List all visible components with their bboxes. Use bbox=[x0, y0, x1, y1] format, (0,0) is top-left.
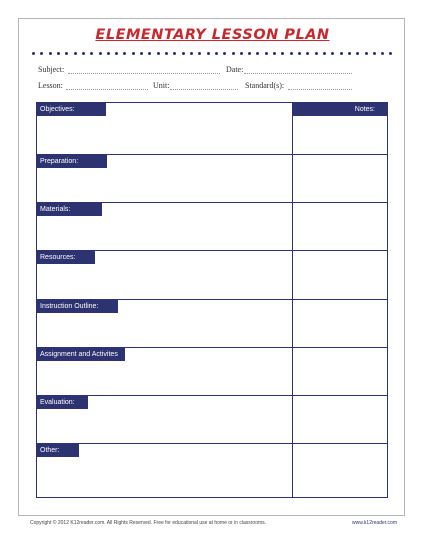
divider-dot bbox=[99, 52, 102, 55]
divider-dot bbox=[389, 52, 392, 55]
divider-dot bbox=[198, 52, 201, 55]
divider-dot bbox=[273, 52, 276, 55]
section-materials: Materials: bbox=[37, 203, 102, 216]
notes-column-divider bbox=[292, 102, 293, 498]
divider-dot bbox=[232, 52, 235, 55]
divider-dot bbox=[315, 52, 318, 55]
divider-dot bbox=[331, 52, 334, 55]
divider-dot bbox=[323, 52, 326, 55]
divider-dot bbox=[182, 52, 185, 55]
divider-dot bbox=[165, 52, 168, 55]
divider-dot bbox=[340, 52, 343, 55]
divider-dot bbox=[207, 52, 210, 55]
standards-field[interactable] bbox=[288, 89, 352, 90]
section-preparation: Preparation: bbox=[37, 155, 107, 168]
section-assignment-activities: Assignment and Activites bbox=[37, 348, 125, 361]
divider-dot bbox=[57, 52, 60, 55]
footer-url[interactable]: www.k12reader.com bbox=[351, 520, 397, 526]
page-title: ELEMENTARY LESSON PLAN bbox=[95, 27, 330, 43]
lesson-field[interactable] bbox=[66, 89, 148, 90]
divider-dot bbox=[256, 52, 259, 55]
divider-dot bbox=[148, 52, 151, 55]
divider-dot bbox=[240, 52, 243, 55]
divider-dot bbox=[356, 52, 359, 55]
divider-dot bbox=[290, 52, 293, 55]
divider-dot bbox=[140, 52, 143, 55]
divider-dot bbox=[82, 52, 85, 55]
divider-dot bbox=[348, 52, 351, 55]
section-resources: Resources: bbox=[37, 251, 95, 264]
divider-dot bbox=[123, 52, 126, 55]
row-divider bbox=[36, 443, 388, 444]
section-evaluation: Evaluation: bbox=[37, 396, 88, 409]
divider-dot bbox=[132, 52, 135, 55]
divider-dot bbox=[298, 52, 301, 55]
divider-dot bbox=[90, 52, 93, 55]
divider-dot bbox=[265, 52, 268, 55]
divider-dot bbox=[281, 52, 284, 55]
divider-dot bbox=[40, 52, 43, 55]
subject-label: Subject: bbox=[38, 65, 65, 74]
divider-dot bbox=[65, 52, 68, 55]
section-instruction-outline: Instruction Outline: bbox=[37, 300, 118, 313]
divider-dot bbox=[215, 52, 218, 55]
notes-header: Notes: bbox=[293, 103, 387, 116]
lesson-label: Lesson: bbox=[38, 81, 63, 90]
standards-label: Standard(s): bbox=[245, 81, 285, 90]
subject-field[interactable] bbox=[68, 73, 220, 74]
divider-dot bbox=[365, 52, 368, 55]
divider-dot bbox=[381, 52, 384, 55]
dotted-divider bbox=[32, 51, 393, 55]
divider-dot bbox=[173, 52, 176, 55]
date-field[interactable] bbox=[244, 73, 352, 74]
divider-dot bbox=[373, 52, 376, 55]
date-label: Date: bbox=[226, 65, 244, 74]
row-divider bbox=[36, 395, 388, 396]
divider-dot bbox=[157, 52, 160, 55]
divider-dot bbox=[49, 52, 52, 55]
divider-dot bbox=[115, 52, 118, 55]
divider-dot bbox=[223, 52, 226, 55]
divider-dot bbox=[190, 52, 193, 55]
divider-dot bbox=[107, 52, 110, 55]
section-objectives: Objectives: bbox=[37, 103, 106, 116]
copyright-text: Copyright © 2012 K12reader.com. All Rights Reserved. Free for educational use at home or in classrooms. bbox=[30, 520, 267, 526]
divider-dot bbox=[248, 52, 251, 55]
divider-dot bbox=[306, 52, 309, 55]
section-other: Other: bbox=[37, 444, 79, 457]
unit-field[interactable] bbox=[170, 89, 238, 90]
divider-dot bbox=[74, 52, 77, 55]
divider-dot bbox=[32, 52, 35, 55]
unit-label: Unit: bbox=[153, 81, 170, 90]
